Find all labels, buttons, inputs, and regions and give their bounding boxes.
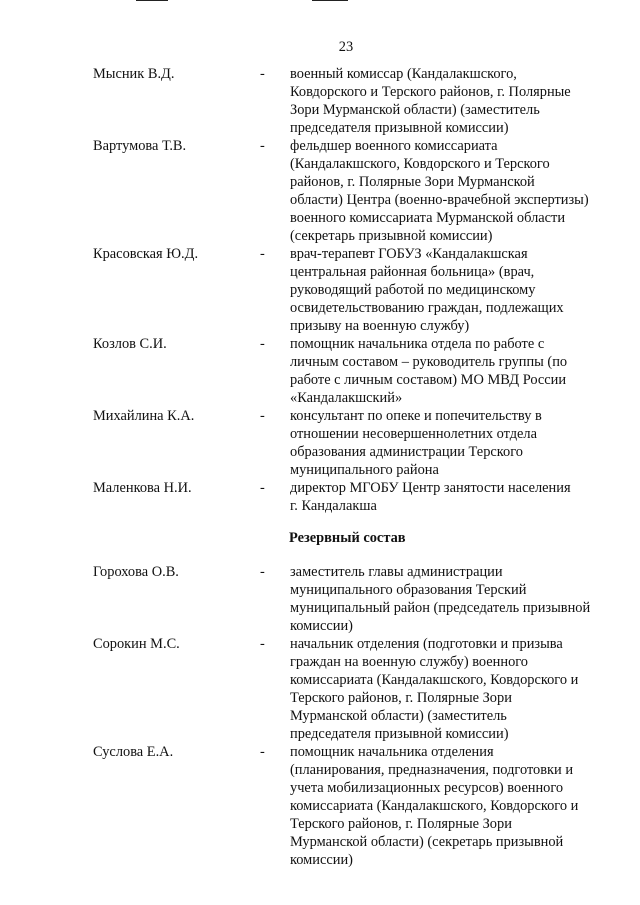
- page-number: 23: [338, 39, 354, 55]
- position-line: районов, г. Полярные Зори Мурманской: [290, 174, 535, 190]
- position-line: муниципальный район (председатель призывной: [290, 600, 591, 616]
- position-line: (секретарь призывной комиссии): [290, 228, 493, 244]
- member-name: Красовская Ю.Д.: [93, 246, 199, 262]
- member-dash: -: [260, 246, 265, 262]
- member-dash: -: [260, 564, 265, 580]
- member-name: Мысник В.Д.: [93, 66, 175, 82]
- position-line: учета мобилизационных ресурсов) военного: [290, 780, 564, 796]
- member-position: [290, 137, 613, 245]
- top-edge-mark-right: [312, 0, 348, 1]
- position-line: председателя призывной комиссии): [290, 726, 509, 742]
- member-name: Суслова Е.А.: [93, 744, 174, 760]
- member-position: [290, 635, 613, 743]
- member-row: [93, 407, 613, 479]
- position-line: муниципального района: [290, 462, 439, 478]
- position-line: личным составом – руководитель группы (по: [290, 354, 568, 370]
- position-line: освидетельствованию граждан, подлежащих: [290, 300, 564, 316]
- position-line: Мурманской области) (заместитель: [290, 708, 507, 724]
- position-line: центральная районная больница» (врач,: [290, 264, 535, 280]
- position-line: граждан на военную службу) военного: [290, 654, 528, 670]
- position-line: образования администрации Терского: [290, 444, 523, 460]
- position-line: Зори Мурманской области) (заместитель: [290, 102, 540, 118]
- member-name: Михайлина К.А.: [93, 408, 195, 424]
- member-name: Вартумова Т.В.: [93, 138, 187, 154]
- member-position: [290, 563, 613, 635]
- position-line: начальник отделения (подготовки и призыва: [290, 636, 563, 652]
- position-line: директор МГОБУ Центр занятости населения: [290, 480, 571, 496]
- member-name: Маленкова Н.И.: [93, 480, 192, 496]
- reserve-section-title: Резервный состав: [289, 530, 406, 546]
- commission-list: [93, 65, 613, 869]
- position-line: работе с личным составом) МО МВД России: [290, 372, 567, 388]
- member-dash: -: [260, 744, 265, 760]
- main-members-list: [93, 65, 613, 515]
- member-position: [290, 65, 613, 137]
- position-line: муниципального образования Терский: [290, 582, 527, 598]
- member-dash: -: [260, 480, 265, 496]
- member-dash: -: [260, 66, 265, 82]
- member-position: [290, 335, 613, 407]
- position-line: врач-терапевт ГОБУЗ «Кандалакшская: [290, 246, 528, 262]
- position-line: Мурманской области) (секретарь призывной: [290, 834, 564, 850]
- member-row: [93, 335, 613, 407]
- position-line: консультант по опеке и попечительству в: [290, 408, 542, 424]
- position-line: комиссии): [290, 618, 353, 634]
- member-position: [290, 743, 613, 869]
- member-position: [290, 245, 613, 335]
- member-row: [93, 743, 613, 869]
- top-edge-mark-left: [136, 0, 168, 1]
- position-line: председателя призывной комиссии): [290, 120, 509, 136]
- member-row: [93, 479, 613, 515]
- member-dash: -: [260, 408, 265, 424]
- member-dash: -: [260, 636, 265, 652]
- position-line: заместитель главы администрации: [290, 564, 503, 580]
- position-line: помощник начальника отдела по работе с: [290, 336, 545, 352]
- position-line: призыву на военную службу): [290, 318, 470, 334]
- member-row: [93, 137, 613, 245]
- position-line: помощник начальника отделения: [290, 744, 494, 760]
- member-row: [93, 245, 613, 335]
- position-line: (Кандалакшского, Ковдорского и Терского: [290, 156, 550, 172]
- position-line: комиссариата (Кандалакшского, Ковдорского и: [290, 672, 579, 688]
- position-line: г. Кандалакша: [290, 498, 377, 514]
- position-line: Терского районов, г. Полярные Зори: [290, 690, 512, 706]
- position-line: фельдшер военного комиссариата: [290, 138, 498, 154]
- member-dash: -: [260, 138, 265, 154]
- position-line: комиссии): [290, 852, 353, 868]
- member-position: [290, 479, 613, 515]
- member-name: Сорокин М.С.: [93, 636, 180, 652]
- position-line: руководящий работой по медицинскому: [290, 282, 536, 298]
- member-position: [290, 407, 613, 479]
- position-line: Терского районов, г. Полярные Зори: [290, 816, 512, 832]
- member-name: Козлов С.И.: [93, 336, 167, 352]
- member-row: [93, 563, 613, 635]
- member-name: Горохова О.В.: [93, 564, 179, 580]
- position-line: «Кандалакшский»: [290, 390, 403, 406]
- position-line: военного комиссариата Мурманской области: [290, 210, 566, 226]
- member-row: [93, 65, 613, 137]
- position-line: отношении несовершеннолетних отдела: [290, 426, 537, 442]
- member-dash: -: [260, 336, 265, 352]
- position-line: области) Центра (военно-врачебной экспертизы): [290, 192, 589, 208]
- position-line: Ковдорского и Терского районов, г. Полярные: [290, 84, 571, 100]
- reserve-members-list: [93, 563, 613, 869]
- position-line: (планирования, предназначения, подготовки и: [290, 762, 574, 778]
- position-line: комиссариата (Кандалакшского, Ковдорского и: [290, 798, 579, 814]
- member-row: [93, 635, 613, 743]
- position-line: военный комиссар (Кандалакшского,: [290, 66, 517, 82]
